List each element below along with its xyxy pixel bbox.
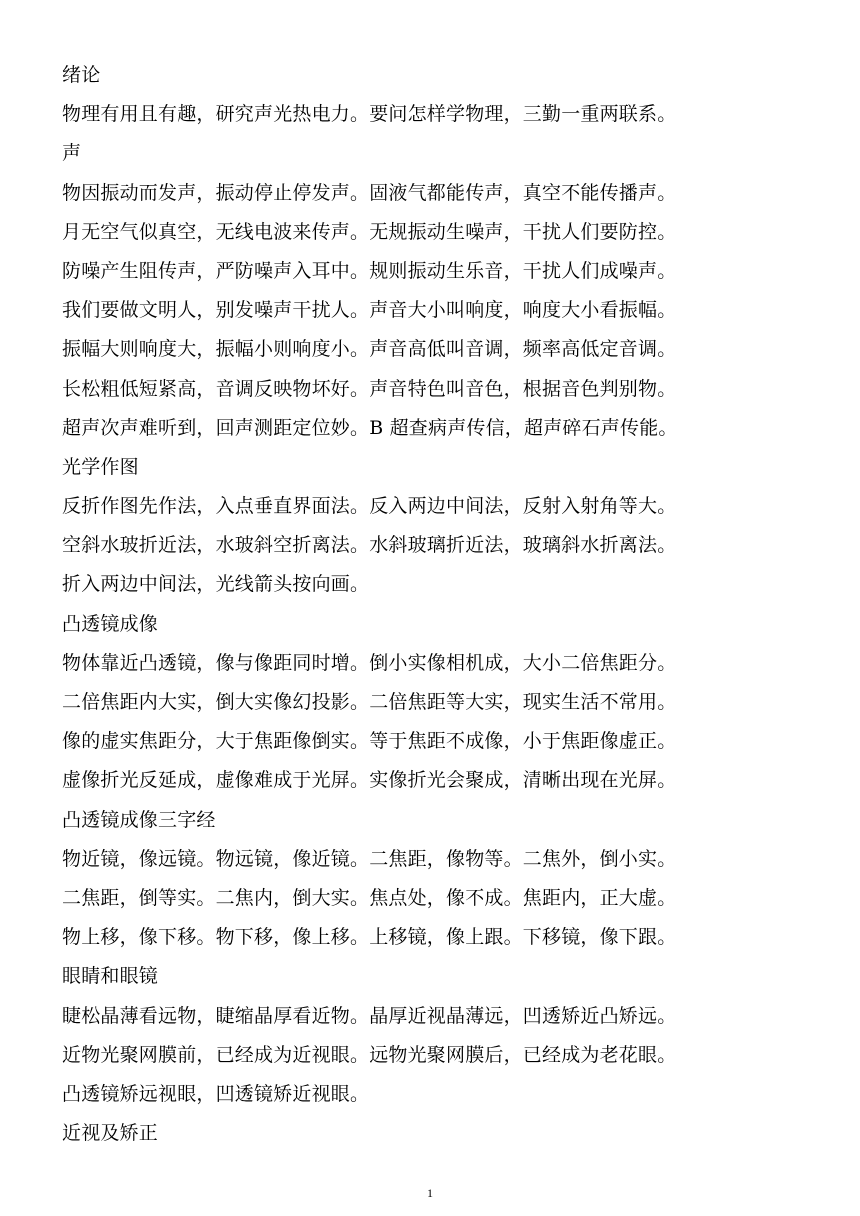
- text-line: 近物光聚网膜前，已经成为近视眼。远物光聚网膜后，已经成为老花眼。: [62, 1043, 677, 1066]
- section-heading: 凸透镜成像: [62, 612, 159, 635]
- section-heading: 凸透镜成像三字经: [62, 808, 216, 831]
- section-heading: 眼睛和眼镜: [62, 965, 159, 988]
- document-body: [62, 56, 822, 1153]
- text-line: 物因振动而发声，振动停止停发声。固液气都能传声，真空不能传播声。: [62, 181, 677, 204]
- section-heading: 近视及矫正: [62, 1122, 159, 1145]
- text-line: 凸透镜矫远视眼，凹透镜矫近视眼。: [62, 1082, 370, 1105]
- section-heading: 光学作图: [62, 455, 139, 478]
- text-line: 二倍焦距内大实，倒大实像幻投影。二倍焦距等大实，现实生活不常用。: [62, 691, 677, 713]
- text-line: 物近镜，像远镜。物远镜，像近镜。二焦距，像物等。二焦外，倒小实。: [62, 847, 677, 870]
- text-line: 防噪产生阻传声，严防噪声入耳中。规则振动生乐音，干扰人们成噪声。: [62, 259, 677, 282]
- text-line: 空斜水玻折近法，水玻斜空折离法。水斜玻璃折近法，玻璃斜水折离法。: [62, 534, 677, 557]
- text-line: 虚像折光反延成，虚像难成于光屏。实像折光会聚成，清晰出现在光屏。: [62, 769, 677, 792]
- text-line: 折入两边中间法，光线箭头按向画。: [62, 573, 370, 596]
- text-line: 反折作图先作法，入点垂直界面法。反入两边中间法，反射入射角等大。: [62, 495, 677, 518]
- text-line: 二焦距，倒等实。二焦内，倒大实。焦点处，像不成。焦距内，正大虚。: [62, 886, 677, 909]
- text-line: 物上移，像下移。物下移，像上移。上移镜，像上跟。下移镜，像下跟。: [62, 926, 677, 949]
- section-heading: 声: [62, 142, 82, 165]
- page-number: 1: [427, 1186, 433, 1200]
- section-heading: 绪论: [62, 64, 101, 86]
- text-line: 物理有用且有趣，研究声光热电力。要问怎样学物理，三勤一重两联系。: [62, 103, 677, 126]
- text-line: 我们要做文明人，别发噪声干扰人。声音大小叫响度，响度大小看振幅。: [62, 299, 677, 322]
- text-line: 物体靠近凸透镜，像与像距同时增。倒小实像相机成，大小二倍焦距分。: [62, 651, 677, 674]
- text-line: 月无空气似真空，无线电波来传声。无规振动生噪声，干扰人们要防控。: [62, 220, 677, 243]
- text-line: 超声次声难听到，回声测距定位妙。B 超查病声传信，超声碎石声传能。: [62, 416, 678, 439]
- text-line: 像的虚实焦距分，大于焦距像倒实。等于焦距不成像，小于焦距像虚正。: [62, 730, 677, 753]
- text-line: 长松粗低短紧高，音调反映物坏好。声音特色叫音色，根据音色判别物。: [62, 377, 677, 400]
- text-line: 振幅大则响度大，振幅小则响度小。声音高低叫音调，频率高低定音调。: [62, 338, 677, 361]
- text-line: 睫松晶薄看远物，睫缩晶厚看近物。晶厚近视晶薄远，凹透矫近凸矫远。: [62, 1004, 677, 1027]
